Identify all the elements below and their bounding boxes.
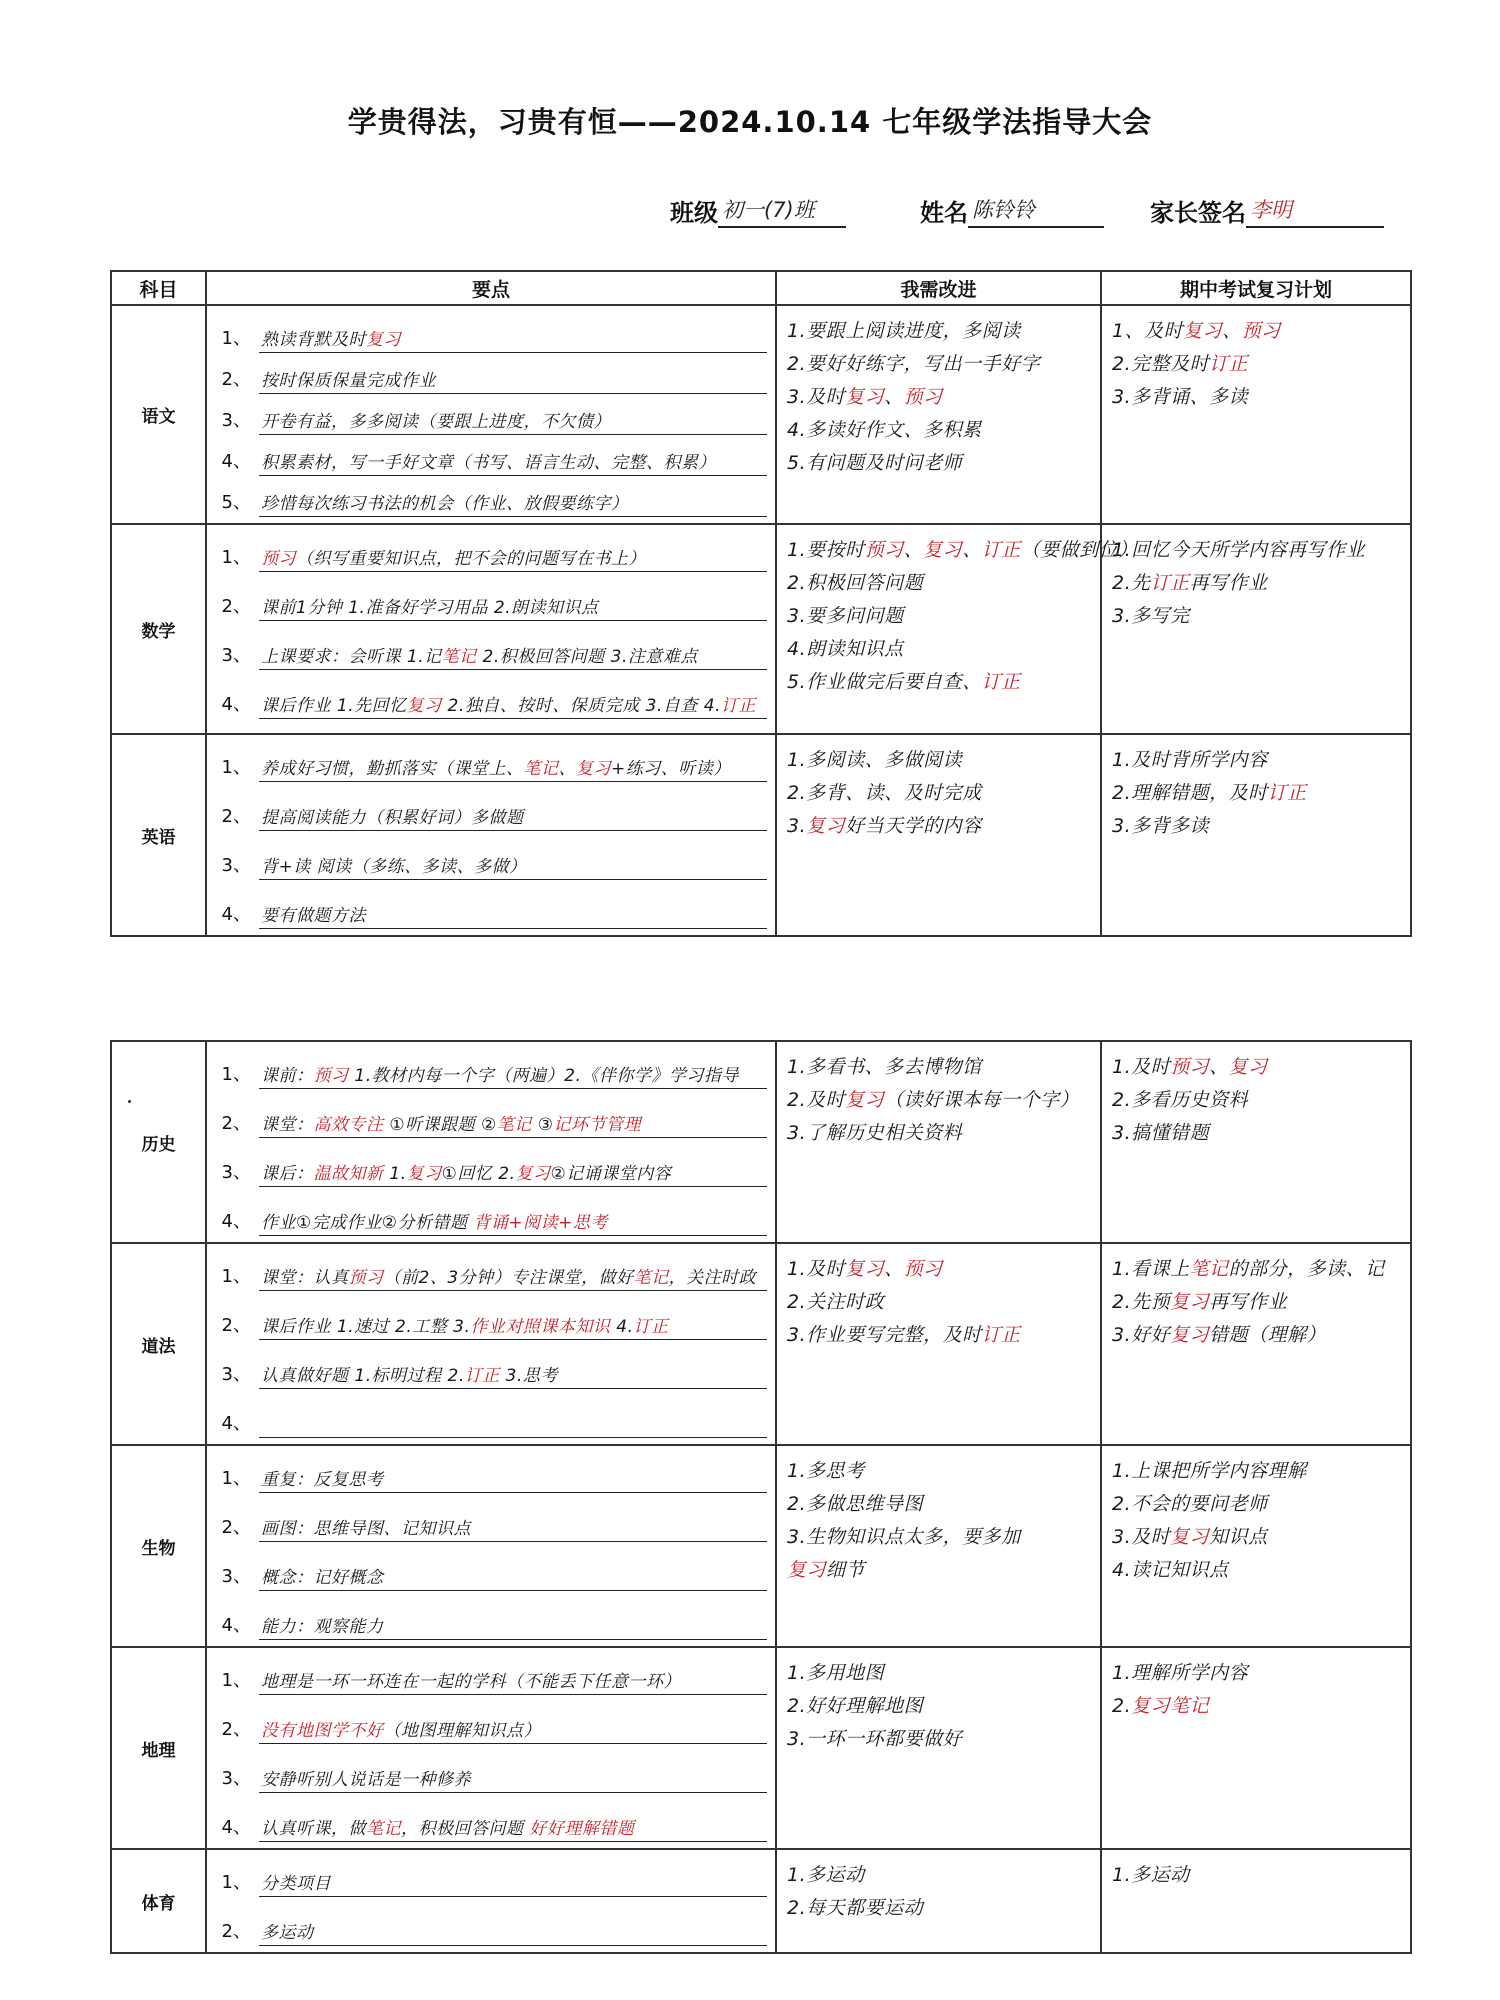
points-cell — [206, 524, 776, 734]
point-handwriting: 课堂：认真预习（前2、3分钟）专注课堂，做好笔记，关注时政 — [259, 1263, 767, 1291]
subject-row — [111, 1849, 1411, 1953]
improve-line: 复习细节 — [787, 1559, 866, 1581]
improve-cell — [776, 1445, 1101, 1647]
points-cell — [206, 1647, 776, 1849]
point-item — [211, 1813, 767, 1842]
point-item — [211, 1666, 767, 1695]
plan-line: 1.看课上笔记的部分，多读、记 — [1112, 1258, 1385, 1280]
plan-line: 2.完整及时订正 — [1112, 353, 1249, 375]
point-item — [211, 802, 767, 831]
point-handwriting: 预习（织写重要知识点，把不会的问题写在书上） — [259, 544, 767, 572]
point-number: 3、 — [221, 1768, 251, 1789]
plan-line: 3.多写完 — [1112, 605, 1190, 627]
point-item — [211, 1262, 767, 1291]
point-item — [211, 851, 767, 880]
point-item — [211, 1360, 767, 1389]
subject-row — [111, 524, 1411, 734]
point-number: 1、 — [221, 757, 251, 778]
point-handwriting: 课后作业 1.先回忆复习 2.独自、按时、保质完成 3.自查 4.订正 — [259, 691, 767, 719]
improve-line: 1.要跟上阅读进度，多阅读 — [787, 320, 1021, 342]
point-item — [211, 365, 767, 394]
point-handwriting: 珍惜每次练习书法的机会（作业、放假要练字） — [259, 489, 767, 517]
point-item — [211, 1513, 767, 1542]
points-cell — [206, 1849, 776, 1953]
improve-line: 1.要按时预习、复习、订正（要做到位） — [787, 539, 1138, 561]
point-number: 3、 — [221, 645, 251, 666]
subject-row — [111, 305, 1411, 524]
improve-line: 5.有问题及时问老师 — [787, 452, 963, 474]
point-number: 5、 — [221, 492, 251, 513]
point-item — [211, 1611, 767, 1640]
plan-line: 3.搞懂错题 — [1112, 1122, 1210, 1144]
point-handwriting: 养成好习惯，勤抓落实（课堂上、笔记、复习+练习、听读） — [259, 754, 767, 782]
points-cell — [206, 305, 776, 524]
improve-cell — [776, 1849, 1101, 1953]
plan-line: 4.读记知识点 — [1112, 1559, 1229, 1581]
point-item — [211, 1464, 767, 1493]
point-handwriting: 课后：温故知新 1.复习①回忆 2.复习②记诵课堂内容 — [259, 1159, 767, 1187]
plan-line: 1、及时复习、预习 — [1112, 320, 1281, 342]
point-handwriting: 上课要求：会听课 1.记笔记 2.积极回答问题 3.注意难点 — [259, 642, 767, 670]
improve-line: 1.多运动 — [787, 1864, 865, 1886]
points-cell — [206, 1041, 776, 1243]
point-item — [211, 1562, 767, 1591]
point-item — [211, 753, 767, 782]
col-improve: 我需改进 — [776, 271, 1101, 305]
point-handwriting: 安静听别人说话是一种修养 — [259, 1765, 767, 1793]
point-number: 4、 — [221, 1817, 251, 1838]
point-item — [211, 1917, 767, 1946]
improve-line: 2.每天都要运动 — [787, 1897, 924, 1919]
plan-line: 1.理解所学内容 — [1112, 1662, 1249, 1684]
point-handwriting: 没有地图学不好（地图理解知识点） — [259, 1716, 767, 1744]
point-handwriting: 认真做好题 1.标明过程 2.订正 3.思考 — [259, 1361, 767, 1389]
improve-line: 1.多思考 — [787, 1460, 865, 1482]
improve-line: 2.多做思维导图 — [787, 1493, 924, 1515]
name-value: 陈铃铃 — [968, 194, 1104, 228]
improve-line: 4.朗读知识点 — [787, 638, 904, 660]
table-header-row — [111, 271, 1411, 305]
improve-line: 1.多看书、多去博物馆 — [787, 1056, 982, 1078]
plan-line: 1.及时背所学内容 — [1112, 749, 1268, 771]
subject-row — [111, 734, 1411, 936]
improve-line: 2.关注时政 — [787, 1291, 885, 1313]
point-item — [211, 1764, 767, 1793]
plan-line: 2.理解错题，及时订正 — [1112, 782, 1307, 804]
improve-line: 3.作业要写完整，及时订正 — [787, 1324, 1021, 1346]
point-number: 4、 — [221, 1615, 251, 1636]
subject-name: 体育 — [111, 1849, 206, 1953]
improve-cell — [776, 734, 1101, 936]
points-cell — [206, 1243, 776, 1445]
study-plan-table-2 — [110, 1040, 1412, 1954]
plan-line: 2.先预复习再写作业 — [1112, 1291, 1288, 1313]
point-number: 3、 — [221, 1364, 251, 1385]
improve-line: 2.要好好练字，写出一手好字 — [787, 353, 1041, 375]
point-number: 4、 — [221, 694, 251, 715]
subject-row — [111, 1243, 1411, 1445]
subject-name: 数学 — [111, 524, 206, 734]
col-plan: 期中考试复习计划 — [1101, 271, 1411, 305]
plan-cell — [1101, 734, 1411, 936]
subject-row — [111, 1041, 1411, 1243]
study-plan-table-1 — [110, 270, 1412, 937]
improve-line: 1.多用地图 — [787, 1662, 885, 1684]
subject-name: 地理 — [111, 1647, 206, 1849]
point-handwriting: 背+读 阅读（多练、多读、多做） — [259, 852, 767, 880]
point-item — [211, 900, 767, 929]
point-handwriting: 要有做题方法 — [259, 901, 767, 929]
point-handwriting: 能力：观察能力 — [259, 1612, 767, 1640]
point-item — [211, 690, 767, 719]
point-item — [211, 1158, 767, 1187]
plan-line: 1.回忆今天所学内容再写作业 — [1112, 539, 1366, 561]
point-number: 1、 — [221, 1468, 251, 1489]
point-handwriting: 开卷有益，多多阅读（要跟上进度，不欠债） — [259, 407, 767, 435]
plan-line: 3.及时复习知识点 — [1112, 1526, 1268, 1548]
point-number: 2、 — [221, 1315, 251, 1336]
point-item — [211, 447, 767, 476]
point-number: 3、 — [221, 855, 251, 876]
point-item — [211, 1060, 767, 1089]
parent-signature-label: 家长签名 — [1150, 199, 1246, 227]
col-subject: 科目 — [111, 271, 206, 305]
point-handwriting: 画图：思维导图、记知识点 — [259, 1514, 767, 1542]
table-body-2 — [111, 1041, 1411, 1953]
plan-cell — [1101, 1849, 1411, 1953]
point-item — [211, 1715, 767, 1744]
plan-line: 1.多运动 — [1112, 1864, 1190, 1886]
point-handwriting: 熟读背默及时复习 — [259, 325, 767, 353]
plan-line: 2.不会的要问老师 — [1112, 1493, 1268, 1515]
subject-row — [111, 1445, 1411, 1647]
page-title: 学贵得法，习贵有恒——2024.10.14 七年级学法指导大会 — [347, 105, 1153, 139]
point-item — [211, 1109, 767, 1138]
improve-line: 2.及时复习（读好课本每一个字） — [787, 1089, 1080, 1111]
point-item — [211, 1409, 767, 1438]
point-number: 1、 — [221, 1872, 251, 1893]
point-handwriting: 课堂：高效专注 ①听课跟题 ②笔记 ③记环节管理 — [259, 1110, 767, 1138]
plan-cell — [1101, 524, 1411, 734]
improve-line: 1.多阅读、多做阅读 — [787, 749, 963, 771]
plan-cell — [1101, 1243, 1411, 1445]
improve-cell — [776, 305, 1101, 524]
point-number: 2、 — [221, 1719, 251, 1740]
point-number: 2、 — [221, 806, 251, 827]
subject-name: 道法 — [111, 1243, 206, 1445]
point-item — [211, 1311, 767, 1340]
point-item — [211, 324, 767, 353]
points-cell — [206, 734, 776, 936]
subject-name: 英语 — [111, 734, 206, 936]
plan-line: 3.好好复习错题（理解） — [1112, 1324, 1327, 1346]
point-handwriting: 多运动 — [259, 1918, 767, 1946]
plan-line: 1.及时预习、复习 — [1112, 1056, 1268, 1078]
point-number: 2、 — [221, 369, 251, 390]
point-handwriting: 课前：预习 1.教材内每一个字（两遍）2.《伴你学》学习指导 — [259, 1061, 767, 1089]
point-number: 4、 — [221, 1413, 251, 1434]
improve-line: 3.生物知识点太多，要多加 — [787, 1526, 1021, 1548]
point-number: 2、 — [221, 1921, 251, 1942]
point-handwriting: 重复：反复思考 — [259, 1465, 767, 1493]
point-handwriting: 地理是一环一环连在一起的学科（不能丢下任意一环） — [259, 1667, 767, 1695]
point-handwriting: 积累素材，写一手好文章（书写、语言生动、完整、积累） — [259, 448, 767, 476]
point-handwriting: 按时保质保量完成作业 — [259, 366, 767, 394]
plan-line: 3.多背诵、多读 — [1112, 386, 1249, 408]
improve-cell — [776, 1647, 1101, 1849]
point-number: 1、 — [221, 547, 251, 568]
point-number: 1、 — [221, 328, 251, 349]
subject-name: 生物 — [111, 1445, 206, 1647]
plan-cell — [1101, 1647, 1411, 1849]
point-handwriting: 课后作业 1.速过 2.工整 3.作业对照课本知识 4.订正 — [259, 1312, 767, 1340]
class-label: 班级 — [670, 199, 718, 227]
improve-line: 3.一环一环都要做好 — [787, 1728, 963, 1750]
point-item — [211, 488, 767, 517]
improve-cell — [776, 524, 1138, 734]
point-item — [211, 592, 767, 621]
points-cell — [206, 1445, 776, 1647]
point-handwriting: 认真听课，做笔记，积极回答问题 好好理解错题 — [259, 1814, 767, 1842]
plan-line: 2.先订正再写作业 — [1112, 572, 1268, 594]
point-number: 3、 — [221, 1566, 251, 1587]
subject-name: 语文 — [111, 305, 206, 524]
point-number: 4、 — [221, 451, 251, 472]
parent-signature-field — [1150, 193, 1384, 228]
improve-cell — [776, 1243, 1101, 1445]
table-body-1 — [111, 305, 1411, 936]
point-number: 1、 — [221, 1670, 251, 1691]
improve-line: 3.复习好当天学的内容 — [787, 815, 982, 837]
plan-cell — [1101, 1445, 1411, 1647]
class-value: 初一(7)班 — [718, 194, 846, 228]
point-item — [211, 543, 767, 572]
improve-line: 2.多背、读、及时完成 — [787, 782, 982, 804]
plan-cell — [1101, 305, 1411, 524]
plan-line: 3.多背多读 — [1112, 815, 1210, 837]
point-handwriting — [259, 1435, 767, 1438]
point-number: 3、 — [221, 410, 251, 431]
subject-row — [111, 1647, 1411, 1849]
plan-cell — [1101, 1041, 1411, 1243]
point-item — [211, 1207, 767, 1236]
plan-line: 2.多看历史资料 — [1112, 1089, 1249, 1111]
improve-line: 3.了解历史相关资料 — [787, 1122, 963, 1144]
point-item — [211, 641, 767, 670]
point-handwriting: 作业①完成作业②分析错题 背诵+阅读+思考 — [259, 1208, 767, 1236]
point-handwriting: 提高阅读能力（积累好词）多做题 — [259, 803, 767, 831]
improve-line: 5.作业做完后要自查、订正 — [787, 671, 1021, 693]
point-handwriting: 概念：记好概念 — [259, 1563, 767, 1591]
improve-cell — [776, 1041, 1101, 1243]
point-number: 2、 — [221, 1113, 251, 1134]
improve-line: 2.好好理解地图 — [787, 1695, 924, 1717]
improve-line: 3.要多问问题 — [787, 605, 904, 627]
point-handwriting: 分类项目 — [259, 1869, 767, 1897]
class-field — [670, 193, 846, 228]
stray-mark — [128, 1100, 131, 1103]
point-number: 2、 — [221, 1517, 251, 1538]
name-label: 姓名 — [920, 199, 968, 227]
point-number: 4、 — [221, 1211, 251, 1232]
point-number: 1、 — [221, 1266, 251, 1287]
improve-line: 2.积极回答问题 — [787, 572, 924, 594]
point-number: 2、 — [221, 596, 251, 617]
improve-line: 4.多读好作文、多积累 — [787, 419, 982, 441]
point-number: 4、 — [221, 904, 251, 925]
parent-signature: 李明 — [1246, 194, 1384, 228]
plan-line: 2.复习笔记 — [1112, 1695, 1210, 1717]
improve-line: 3.及时复习、预习 — [787, 386, 943, 408]
name-field — [920, 193, 1104, 228]
plan-line: 1.上课把所学内容理解 — [1112, 1460, 1307, 1482]
point-handwriting: 课前1分钟 1.准备好学习用品 2.朗读知识点 — [259, 593, 767, 621]
subject-name: 历史 — [111, 1041, 206, 1243]
point-item — [211, 406, 767, 435]
point-number: 3、 — [221, 1162, 251, 1183]
col-points: 要点 — [206, 271, 776, 305]
improve-line: 1.及时复习、预习 — [787, 1258, 943, 1280]
point-item — [211, 1868, 767, 1897]
point-number: 1、 — [221, 1064, 251, 1085]
